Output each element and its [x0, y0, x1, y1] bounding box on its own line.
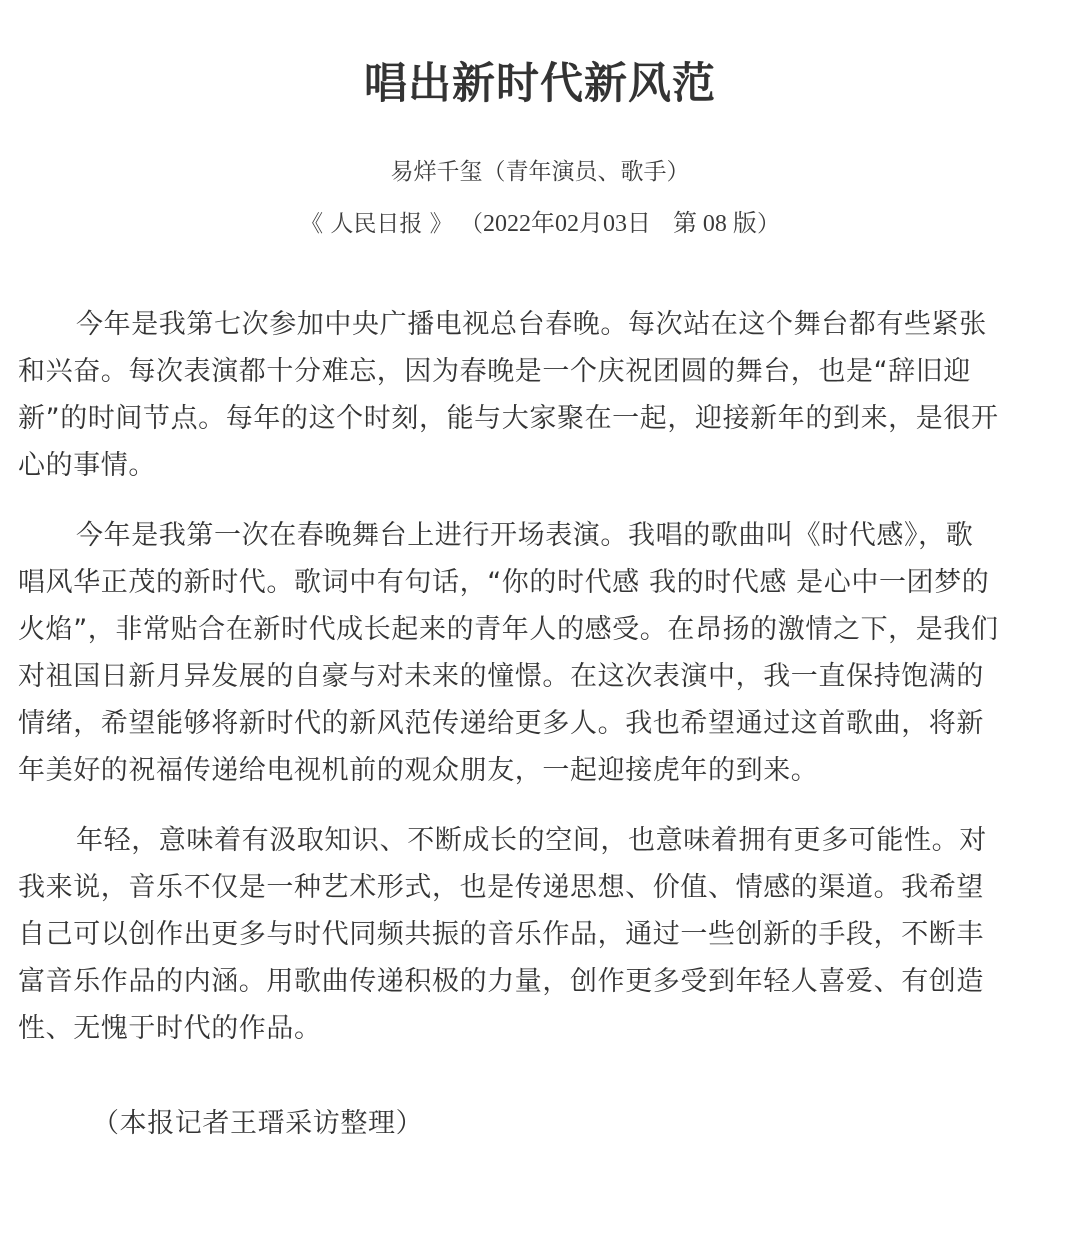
paragraph-line: 新”的时间节点。每年的这个时刻，能与大家聚在一起，迎接新年的到来，是很开 — [18, 403, 999, 434]
paragraph-line: 年美好的祝福传递给电视机前的观众朋友，一起迎接虎年的到来。 — [18, 755, 819, 786]
paragraph-line: 心的事情。 — [18, 450, 156, 481]
source-open-paren: （ — [460, 211, 483, 237]
author-byline: 易烊千玺（青年演员、歌手） — [390, 159, 690, 185]
publication-page: 第 08 版 — [672, 211, 757, 237]
paragraph-line: 今年是我第一次在春晚舞台上进行开场表演。我唱的歌曲叫《时代感》，歌 — [76, 520, 974, 551]
paragraph-line: 对祖国日新月异发展的自豪与对未来的憧憬。在这次表演中，我一直保持饱满的 — [18, 661, 984, 692]
paragraph-line: 自己可以创作出更多与时代同频共振的音乐作品，通过一些创新的手段，不断丰 — [18, 919, 984, 950]
source-line — [0, 207, 1080, 241]
paragraph-1 — [18, 301, 1068, 489]
article-body — [18, 301, 1068, 1075]
paragraph-3 — [18, 817, 1068, 1052]
reporter-credit: （本报记者王瑨采访整理） — [92, 1108, 424, 1139]
paragraph-line: 我来说，音乐不仅是一种艺术形式，也是传递思想、价值、情感的渠道。我希望 — [18, 872, 984, 903]
paragraph-line: 富音乐作品的内涵。用歌曲传递积极的力量，创作更多受到年轻人喜爱、有创造 — [18, 966, 984, 997]
paragraph-line: 情绪，希望能够将新时代的新风范传递给更多人。我也希望通过这首歌曲，将新 — [18, 708, 984, 739]
paragraph-line: 和兴奋。每次表演都十分难忘，因为春晚是一个庆祝团圆的舞台，也是“辞旧迎 — [18, 356, 971, 387]
publication-name: 《 人民日报 》 — [300, 211, 453, 237]
publication-date: 2022年02月03日 — [483, 211, 651, 237]
paragraph-line: 火焰”，非常贴合在新时代成长起来的青年人的感受。在昂扬的激情之下，是我们 — [18, 614, 999, 645]
article-title: 唱出新时代新风范 — [364, 59, 716, 109]
paragraph-line: 今年是我第七次参加中央广播电视总台春晚。每次站在这个舞台都有些紧张 — [76, 309, 987, 340]
paragraph-line: 唱风华正茂的新时代。歌词中有句话，“你的时代感 我的时代感 是心中一团梦的 — [18, 567, 990, 598]
source-close-paren: ） — [756, 211, 780, 237]
paragraph-line: 性、无愧于时代的作品。 — [18, 1013, 322, 1044]
paragraph-line: 年轻，意味着有汲取知识、不断成长的空间，也意味着拥有更多可能性。对 — [76, 825, 987, 856]
paragraph-2 — [18, 512, 1068, 794]
